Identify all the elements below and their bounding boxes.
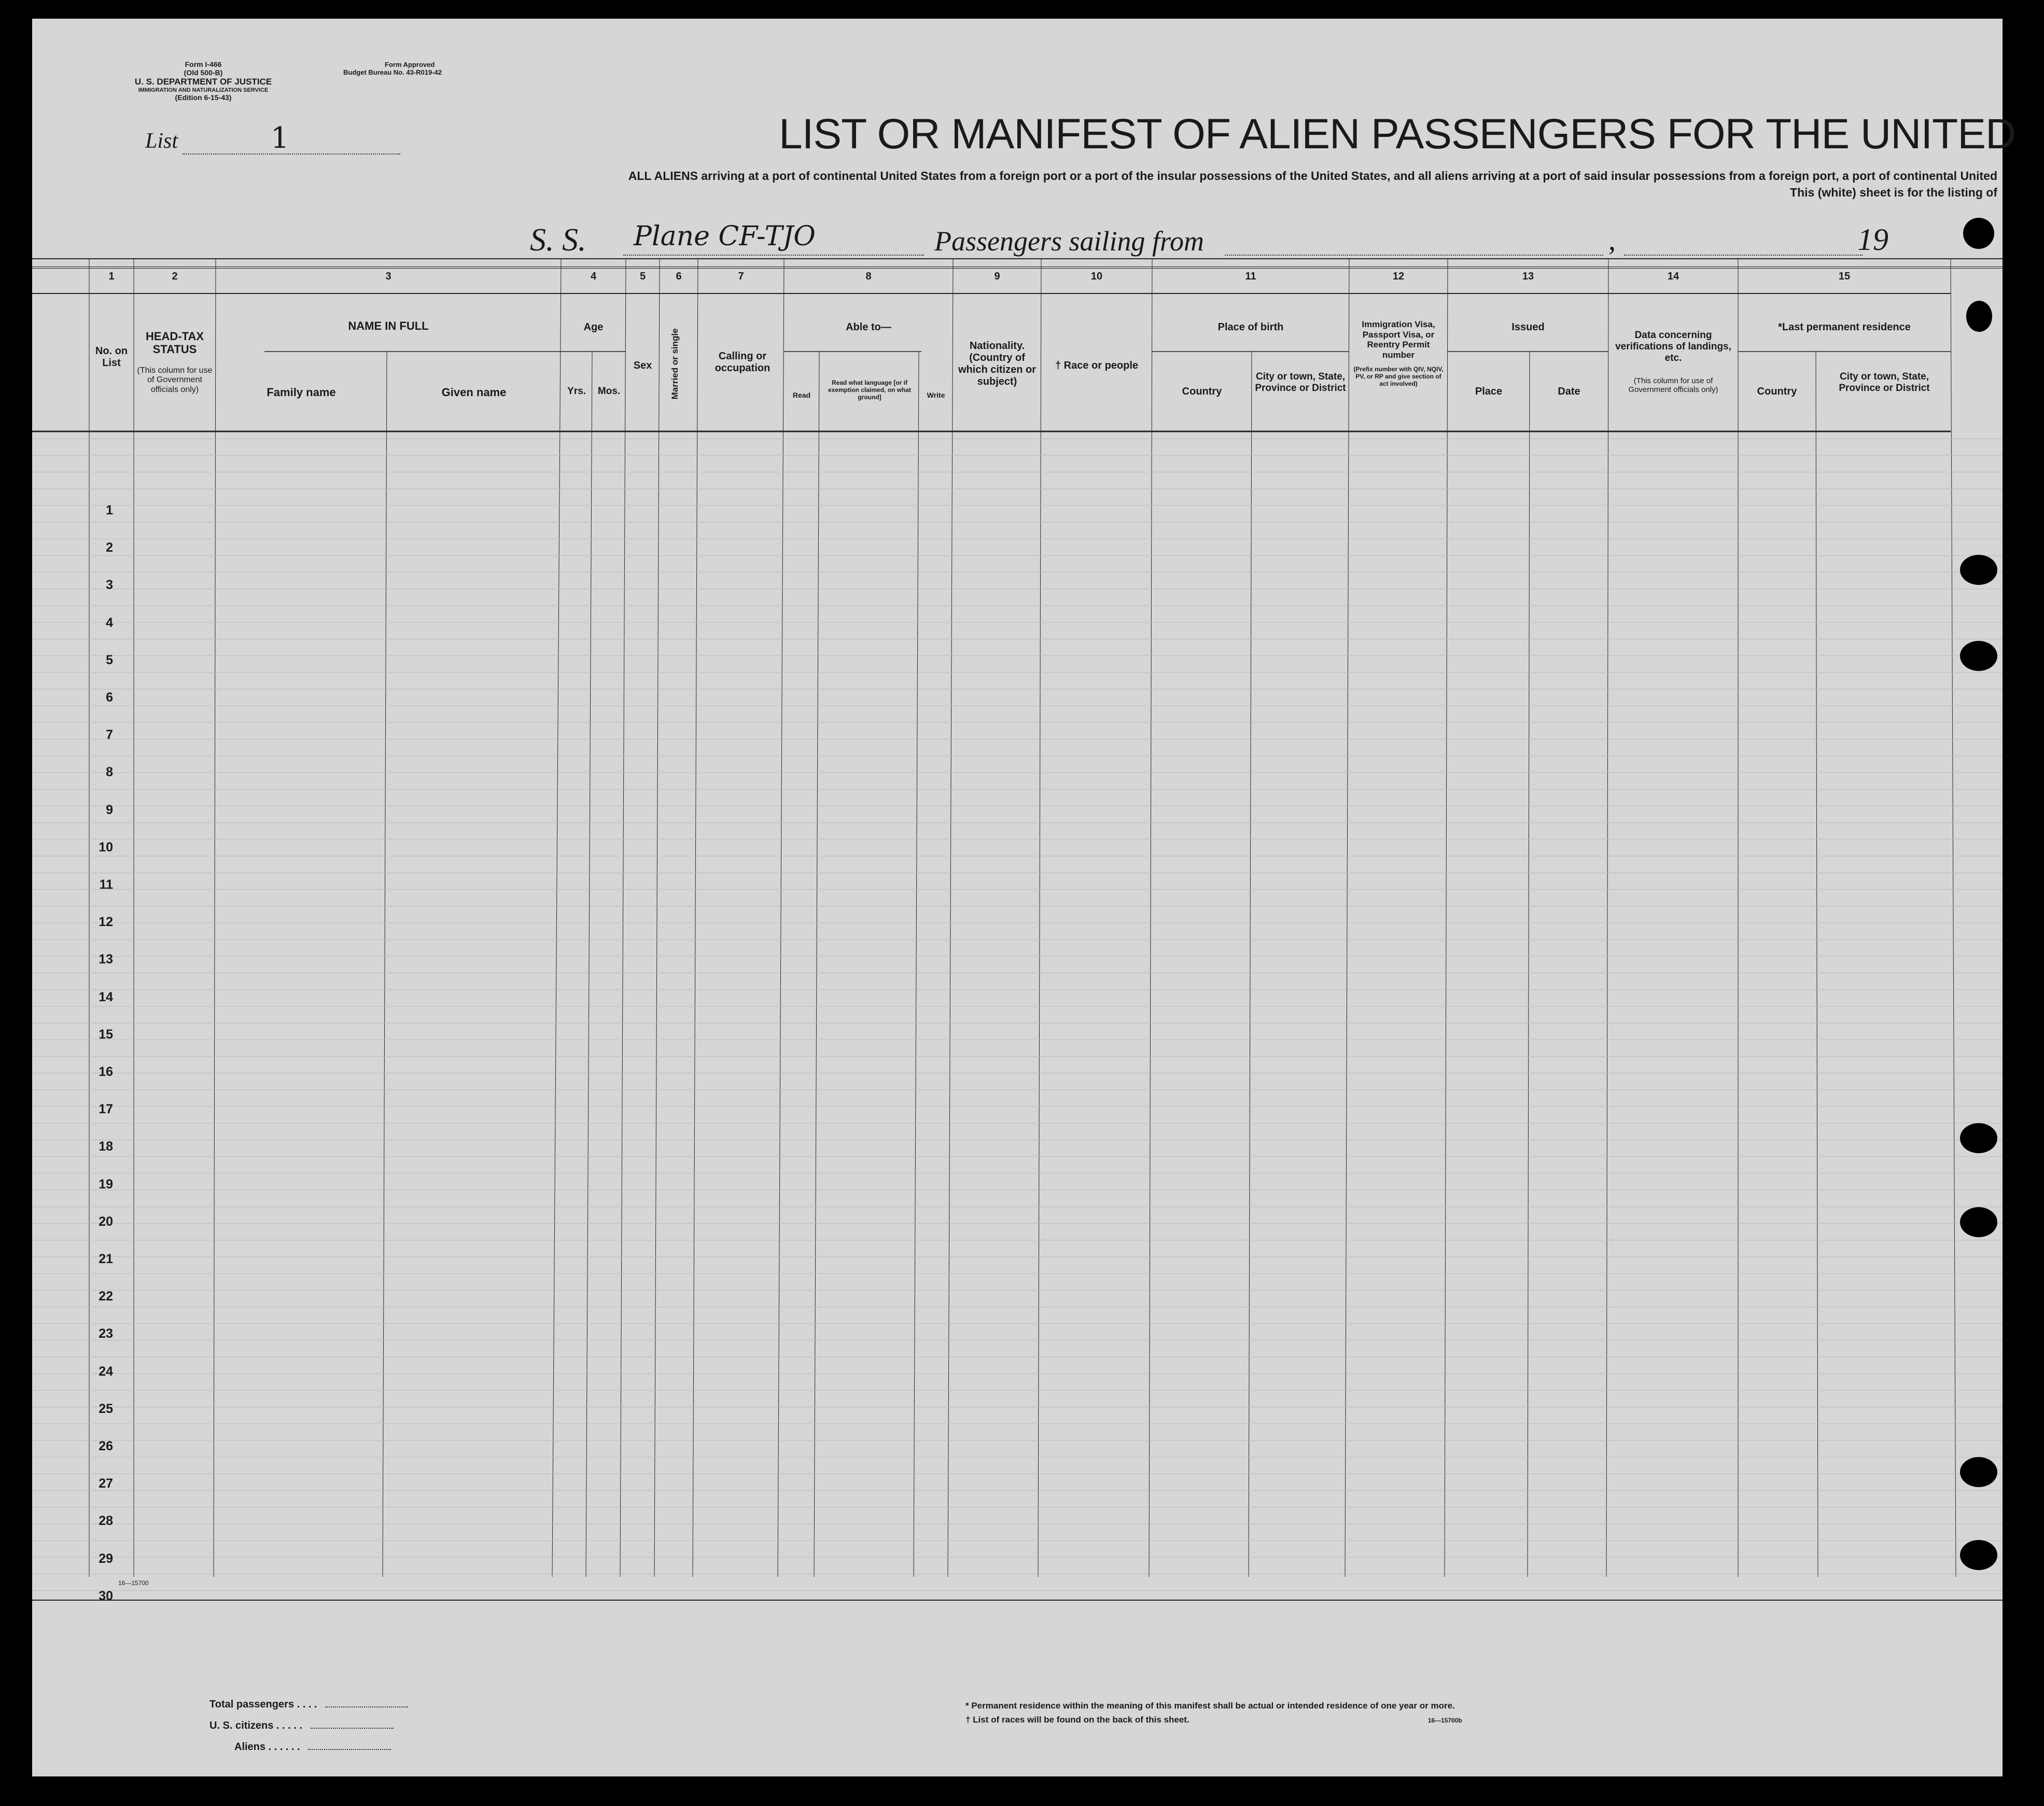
header-sex: Sex <box>633 360 652 371</box>
header-able-to: Able to— <box>846 321 891 333</box>
col-num-7: 7 <box>738 271 744 282</box>
col-num-13: 13 <box>1522 271 1534 282</box>
header-head-tax: HEAD-TAX STATUS <box>145 330 204 356</box>
header-race: † Race or people <box>1055 360 1139 371</box>
col-num-2: 2 <box>172 271 178 282</box>
row-number: 14 <box>99 989 113 1004</box>
punch-hole <box>1966 301 1992 332</box>
col-num-8: 8 <box>865 271 872 282</box>
row-number: 22 <box>99 1289 113 1304</box>
footnote-1: * Permanent residence within the meaning of this manifest shall be actual or intended residence of one year or more. <box>965 1701 1455 1711</box>
col-num-10: 10 <box>1090 271 1103 282</box>
list-number[interactable]: 1 <box>271 121 289 155</box>
dept-name: U. S. DEPARTMENT OF JUSTICE <box>134 77 272 87</box>
punch-hole <box>1960 641 1997 671</box>
row-number: 2 <box>106 540 113 555</box>
bottom-code: 16—15700 <box>118 1579 149 1587</box>
manifest-sheet <box>32 19 2016 1776</box>
header-lr-country: Country <box>1757 386 1797 397</box>
punch-hole <box>1963 218 1994 249</box>
col-num-15: 15 <box>1838 271 1851 282</box>
us-citizens-field[interactable] <box>311 1728 394 1729</box>
aliens-field[interactable] <box>308 1749 391 1750</box>
subtitle: ALL ALIENS arriving at a port of continental United States from a foreign port or a port of the insular possessions of the United States, and all aliens arriving at a port of said insular possessions from a foreign port, a port of continental United <box>628 169 1997 183</box>
col-num-9: 9 <box>994 271 1000 282</box>
list-label: List <box>145 129 178 153</box>
col-num-12: 12 <box>1392 271 1405 282</box>
approved-text: Form Approved <box>385 61 435 68</box>
header-issued: Issued <box>1511 321 1545 333</box>
row-number: 4 <box>106 615 113 630</box>
service-name: IMMIGRATION AND NATURALIZATION SERVICE <box>138 87 269 93</box>
us-citizens: U. S. citizens . . . . . <box>209 1720 408 1732</box>
punch-hole <box>1960 1207 1997 1237</box>
vessel-label: S. S. <box>530 222 586 258</box>
header-country: Country <box>1182 386 1222 397</box>
row-number: 7 <box>106 727 113 743</box>
header-city: City or town, State, Province or District <box>1255 371 1346 394</box>
row-number: 28 <box>99 1514 113 1529</box>
col-num-3: 3 <box>385 271 391 282</box>
form-old: (Old 500-B) <box>184 68 223 77</box>
row-number: 12 <box>99 915 113 930</box>
header-place: Place <box>1475 386 1503 397</box>
punch-hole <box>1960 1457 1997 1487</box>
row-number: 1 <box>106 503 113 517</box>
col-num-6: 6 <box>676 271 682 282</box>
row-number: 30 <box>99 1588 113 1603</box>
total-passengers-label: Total passengers <box>209 1699 295 1710</box>
row-number: 29 <box>99 1551 113 1566</box>
header-family-name: Family name <box>267 386 336 399</box>
row-number: 18 <box>99 1139 113 1154</box>
footnote-2 <box>965 1713 1462 1727</box>
subtitle-2: This (white) sheet is for the listing of <box>1790 186 1997 199</box>
header-read-lang: Read what language [or if exemption claimed, on what ground] <box>828 379 912 401</box>
punch-hole <box>1960 555 1997 585</box>
row-number: 9 <box>106 802 113 817</box>
budget-text: Budget Bureau No. 43-R019-42 <box>343 68 442 76</box>
header-age: Age <box>583 321 604 333</box>
footnote-2-text: † List of races will be found on the back of this sheet. <box>965 1715 1189 1725</box>
total-passengers-field[interactable] <box>325 1706 408 1707</box>
row-number: 5 <box>106 652 113 667</box>
header-data-concerning: Data concerning verifications of landings, etc. <box>1615 330 1731 363</box>
row-number: 6 <box>106 690 113 705</box>
row-number: 16 <box>99 1065 113 1079</box>
year-label: 19 <box>1857 222 1888 257</box>
punch-hole <box>1960 1540 1997 1570</box>
row-number: 25 <box>99 1401 113 1416</box>
col-num-1: 1 <box>108 271 115 282</box>
header-data-note: (This column for use of Government officials only) <box>1628 376 1718 395</box>
footnote-code: 16—15700b <box>1427 1717 1462 1725</box>
header-married: Married or single <box>670 328 680 400</box>
col-num-11: 11 <box>1245 271 1256 282</box>
row-number: 15 <box>99 1027 113 1042</box>
header-visa-note: (Prefix number with QIV, NQIV, PV, or RP and give section of act involved) <box>1353 366 1444 387</box>
totals-block <box>209 1699 408 1762</box>
total-passengers: Total passengers . . . . <box>209 1699 408 1711</box>
header-head-tax-note: (This column for use of Government officials only) <box>137 366 213 394</box>
header-calling: Calling or occupation <box>715 351 771 374</box>
header-visa: Immigration Visa, Passport Visa, or Reentry Permit number <box>1362 319 1435 360</box>
col-num-4: 4 <box>590 271 597 282</box>
row-number: 11 <box>99 877 113 892</box>
punch-hole <box>1960 1123 1997 1153</box>
row-number: 13 <box>99 952 113 967</box>
comma: , <box>1608 225 1616 257</box>
row-number: 24 <box>99 1364 113 1379</box>
us-citizens-label: U. S. citizens <box>209 1720 274 1731</box>
row-number: 3 <box>106 578 113 593</box>
header-given-name: Given name <box>441 386 507 399</box>
header-place-of-birth: Place of birth <box>1217 321 1284 333</box>
col-num-14: 14 <box>1667 271 1679 282</box>
row-number: 26 <box>99 1439 113 1453</box>
row-number: 21 <box>99 1252 113 1266</box>
form-number: Form I-466 <box>185 60 222 68</box>
header-name-in-full: NAME IN FULL <box>348 319 429 332</box>
row-number: 17 <box>99 1102 113 1117</box>
header-nationality: Nationality. (Country of which citizen or subject) <box>958 340 1037 387</box>
page-title: LIST OR MANIFEST OF ALIEN PASSENGERS FOR THE UNITED <box>779 110 2016 158</box>
header-date: Date <box>1558 386 1580 397</box>
header-read: Read <box>792 391 811 399</box>
header-yrs: Yrs. <box>567 386 586 397</box>
sailing-label: Passengers sailing from <box>934 226 1205 257</box>
row-number: 8 <box>106 765 113 780</box>
row-number: 23 <box>99 1326 113 1341</box>
row-number: 10 <box>99 839 113 855</box>
header-last-residence: *Last permanent residence <box>1778 321 1911 333</box>
header-mos: Mos. <box>597 386 621 397</box>
header-no-on-list: No. on List <box>95 345 128 369</box>
row-number: 20 <box>99 1214 113 1229</box>
header-write: Write <box>927 391 945 399</box>
aliens-label: Aliens <box>234 1741 266 1753</box>
edition: (Edition 6-15-43) <box>175 93 232 102</box>
header-lr-city: City or town, State, Province or District <box>1839 371 1930 394</box>
col-num-5: 5 <box>639 271 646 282</box>
row-number: 19 <box>99 1177 113 1192</box>
row-number: 27 <box>99 1476 113 1491</box>
footnotes <box>965 1699 1462 1727</box>
aliens: Aliens . . . . . . <box>209 1741 408 1753</box>
vessel-name[interactable]: Plane CF-TJO <box>634 221 816 252</box>
